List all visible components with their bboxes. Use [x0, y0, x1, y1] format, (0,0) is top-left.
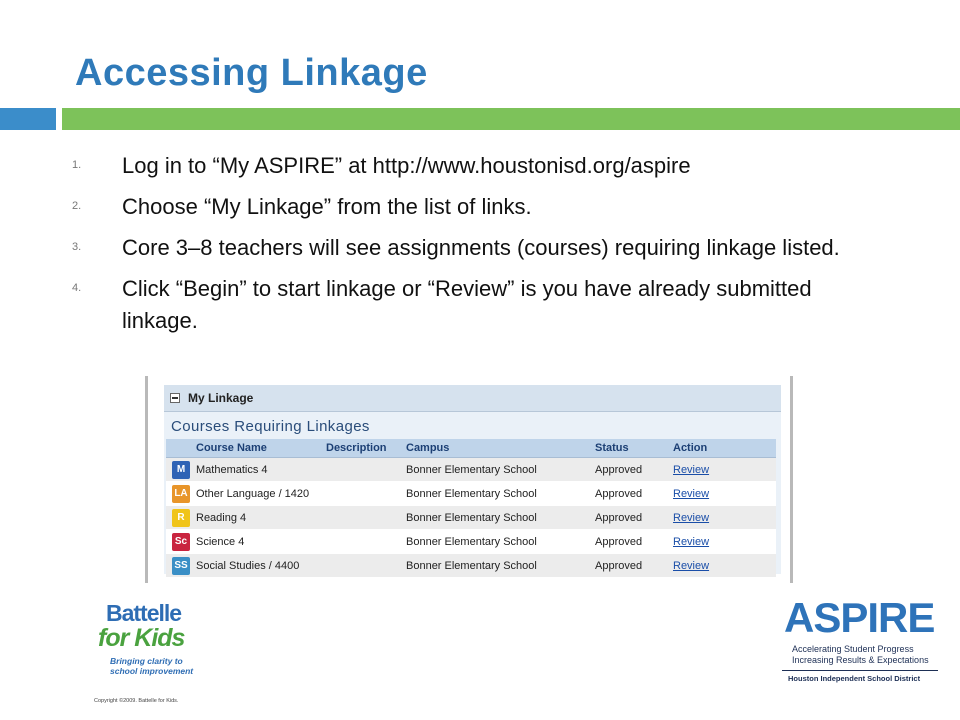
column-header-icon: [166, 439, 192, 458]
course-description: [322, 458, 402, 482]
subject-icon-cell: [166, 458, 192, 482]
course-status: Approved: [591, 506, 669, 530]
table-row: [166, 554, 776, 578]
subject-icon-cell: [166, 506, 192, 530]
action-cell: [669, 458, 776, 482]
step-text: Choose “My Linkage” from the list of links.: [122, 194, 532, 219]
table-header-row: [166, 439, 776, 458]
aspire-tagline-2: Increasing Results & Expectations: [792, 655, 929, 665]
course-description: [322, 482, 402, 506]
battelle-tagline: Bringing clarity to school improvement: [110, 656, 194, 676]
course-name: Science 4: [192, 530, 322, 554]
panel-header: [164, 385, 781, 412]
step-number: 3.: [72, 241, 82, 253]
table-row: [166, 458, 776, 482]
action-cell: [669, 554, 776, 578]
course-name: Social Studies / 4400: [192, 554, 322, 578]
column-header-status[interactable]: Status: [591, 439, 669, 458]
aspire-wordmark: ASPIRE: [784, 594, 935, 641]
course-description: [322, 530, 402, 554]
course-campus: Bonner Elementary School: [402, 554, 591, 578]
course-name: Reading 4: [192, 506, 322, 530]
table-row: [166, 506, 776, 530]
step-item: [72, 191, 872, 223]
review-link[interactable]: Review: [673, 559, 710, 572]
math-icon: M: [172, 461, 190, 479]
step-item: [72, 150, 872, 182]
course-campus: Bonner Elementary School: [402, 530, 591, 554]
review-link[interactable]: Review: [673, 535, 710, 548]
section-title: Courses Requiring Linkages: [171, 418, 370, 435]
course-status: Approved: [591, 458, 669, 482]
header-bar-green: [62, 108, 960, 130]
aspire-tagline: [792, 644, 942, 666]
subject-icon-cell: [166, 554, 192, 578]
course-description: [322, 506, 402, 530]
review-link[interactable]: Review: [673, 511, 710, 524]
battelle-logo-line2: for Kids: [98, 624, 185, 652]
copyright: Copyright ©2009. Battelle for Kids.: [94, 698, 179, 704]
panel-title: My Linkage: [188, 391, 254, 405]
my-linkage-panel: [164, 385, 781, 574]
panel-body: [164, 412, 781, 574]
column-header-action: Action: [669, 439, 776, 458]
courses-table: [166, 439, 776, 578]
step-text: Log in to “My ASPIRE” at http://www.houstonisd.org/aspire: [122, 153, 691, 178]
action-cell: [669, 482, 776, 506]
battelle-logo-line1: Battelle: [106, 600, 182, 626]
science-icon: Sc: [172, 533, 190, 551]
review-link[interactable]: Review: [673, 487, 710, 500]
action-cell: [669, 530, 776, 554]
table-row: [166, 530, 776, 554]
step-number: 1.: [72, 159, 82, 171]
action-cell: [669, 506, 776, 530]
course-campus: Bonner Elementary School: [402, 482, 591, 506]
linkage-screenshot: [145, 376, 793, 583]
courses-table-body: [166, 458, 776, 578]
subject-icon-cell: [166, 482, 192, 506]
battelle-for-kids-logo: [94, 600, 204, 686]
step-text: Click “Begin” to start linkage or “Review” is you have already submitted linkage.: [122, 276, 812, 333]
column-header-description[interactable]: Description: [322, 439, 402, 458]
header-bar-blue: [0, 108, 56, 130]
step-number: 4.: [72, 282, 82, 294]
aspire-district: Houston Independent School District: [788, 674, 921, 683]
table-row: [166, 482, 776, 506]
column-header-course-name[interactable]: Course Name: [192, 439, 322, 458]
social-studies-icon: SS: [172, 557, 190, 575]
aspire-logo: [782, 594, 942, 686]
reading-icon: R: [172, 509, 190, 527]
aspire-tagline-1: Accelerating Student Progress: [792, 644, 914, 654]
language-arts-icon: LA: [172, 485, 190, 503]
course-campus: Bonner Elementary School: [402, 506, 591, 530]
course-campus: Bonner Elementary School: [402, 458, 591, 482]
collapse-icon[interactable]: [170, 393, 180, 403]
column-header-campus[interactable]: Campus: [402, 439, 591, 458]
subject-icon-cell: [166, 530, 192, 554]
slide-title: Accessing Linkage: [75, 52, 428, 94]
step-item: [72, 273, 872, 337]
course-name: Mathematics 4: [192, 458, 322, 482]
review-link[interactable]: Review: [673, 463, 710, 476]
course-name: Other Language / 1420: [192, 482, 322, 506]
step-number: 2.: [72, 200, 82, 212]
aspire-divider: [782, 670, 938, 671]
course-status: Approved: [591, 554, 669, 578]
step-text: Core 3–8 teachers will see assignments (courses) requiring linkage listed.: [122, 235, 840, 260]
course-status: Approved: [591, 482, 669, 506]
course-status: Approved: [591, 530, 669, 554]
step-item: [72, 232, 872, 264]
course-description: [322, 554, 402, 578]
steps-list: [72, 150, 872, 346]
